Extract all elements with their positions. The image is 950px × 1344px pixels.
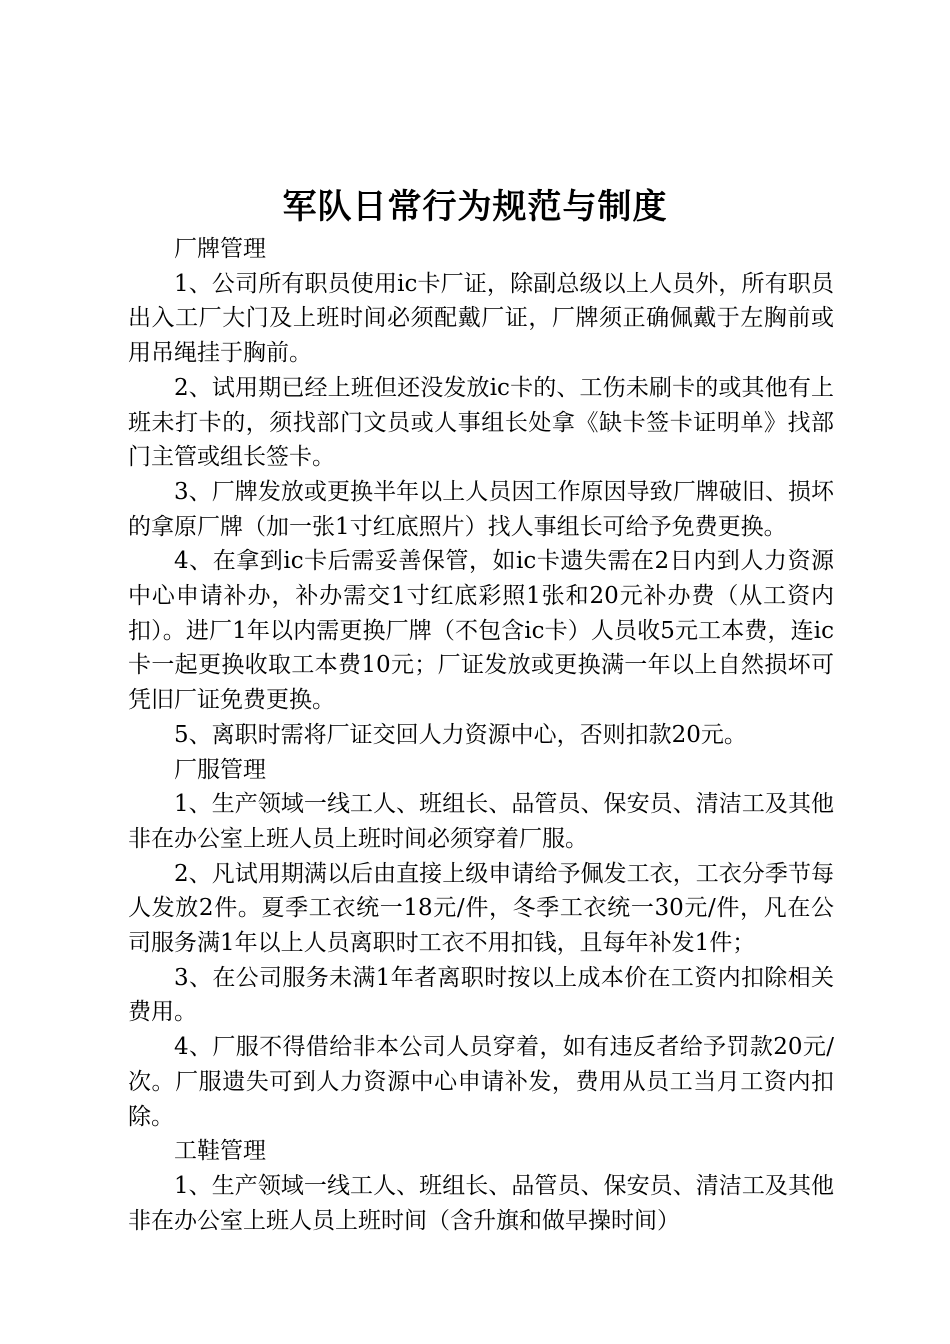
section-heading-uniform: 厂服管理 xyxy=(174,756,266,783)
document-body xyxy=(128,232,834,1238)
paragraph: 5、离职时需将厂证交回人力资源中心，否则扣款20元。 xyxy=(174,721,747,748)
paragraph: 2、试用期已经上班但还没发放ic卡的、工伤未刷卡的或其他有上班未打卡的，须找部门文员或人事组长处拿《缺卡签卡证明单》找部门主管或组长签卡。 xyxy=(128,374,834,471)
paragraph: 1、公司所有职员使用ic卡厂证，除副总级以上人员外，所有职员出入工厂大门及上班时间必须配戴厂证，厂牌须正确佩戴于左胸前或用吊绳挂于胸前。 xyxy=(128,270,834,367)
section-heading-shoes: 工鞋管理 xyxy=(174,1138,266,1165)
paragraph: 2、凡试用期满以后由直接上级申请给予佩发工衣，工衣分季节每人发放2件。夏季工衣统一18元/件，冬季工衣统一30元/件，凡在公司服务满1年以上人员离职时工衣不用扣钱，且每年补发1件； xyxy=(128,860,834,957)
paragraph: 4、厂服不得借给非本公司人员穿着，如有违反者给予罚款20元/次。厂服遗失可到人力资源中心申请补发，费用从员工当月工资内扣除。 xyxy=(128,1034,834,1130)
paragraph: 1、生产领域一线工人、班组长、品管员、保安员、清洁工及其他非在办公室上班人员上班时间（含升旗和做早操时间） xyxy=(128,1172,834,1234)
section-heading-badge: 厂牌管理 xyxy=(174,236,266,262)
paragraph: 3、在公司服务未满1年者离职时按以上成本价在工资内扣除相关费用。 xyxy=(128,964,834,1026)
paragraph: 1、生产领域一线工人、班组长、品管员、保安员、清洁工及其他非在办公室上班人员上班时间必须穿着厂服。 xyxy=(128,791,834,852)
paragraph: 4、在拿到ic卡后需妥善保管，如ic卡遗失需在2日内到人力资源中心申请补办，补办需交1寸红底彩照1张和20元补办费（从工资内扣）。进厂1年以内需更换厂牌（不包含ic卡）人员收5元工本费，连ic卡一起更换收取工本费10元；厂证发放或更换满一年以上自然损坏可凭旧厂证免费更换。 xyxy=(128,548,834,714)
document-title: 军队日常行为规范与制度 xyxy=(282,187,668,227)
paragraph: 3、厂牌发放或更换半年以上人员因工作原因导致厂牌破旧、损坏的拿原厂牌（加一张1寸红底照片）找人事组长可给予免费更换。 xyxy=(128,478,834,540)
